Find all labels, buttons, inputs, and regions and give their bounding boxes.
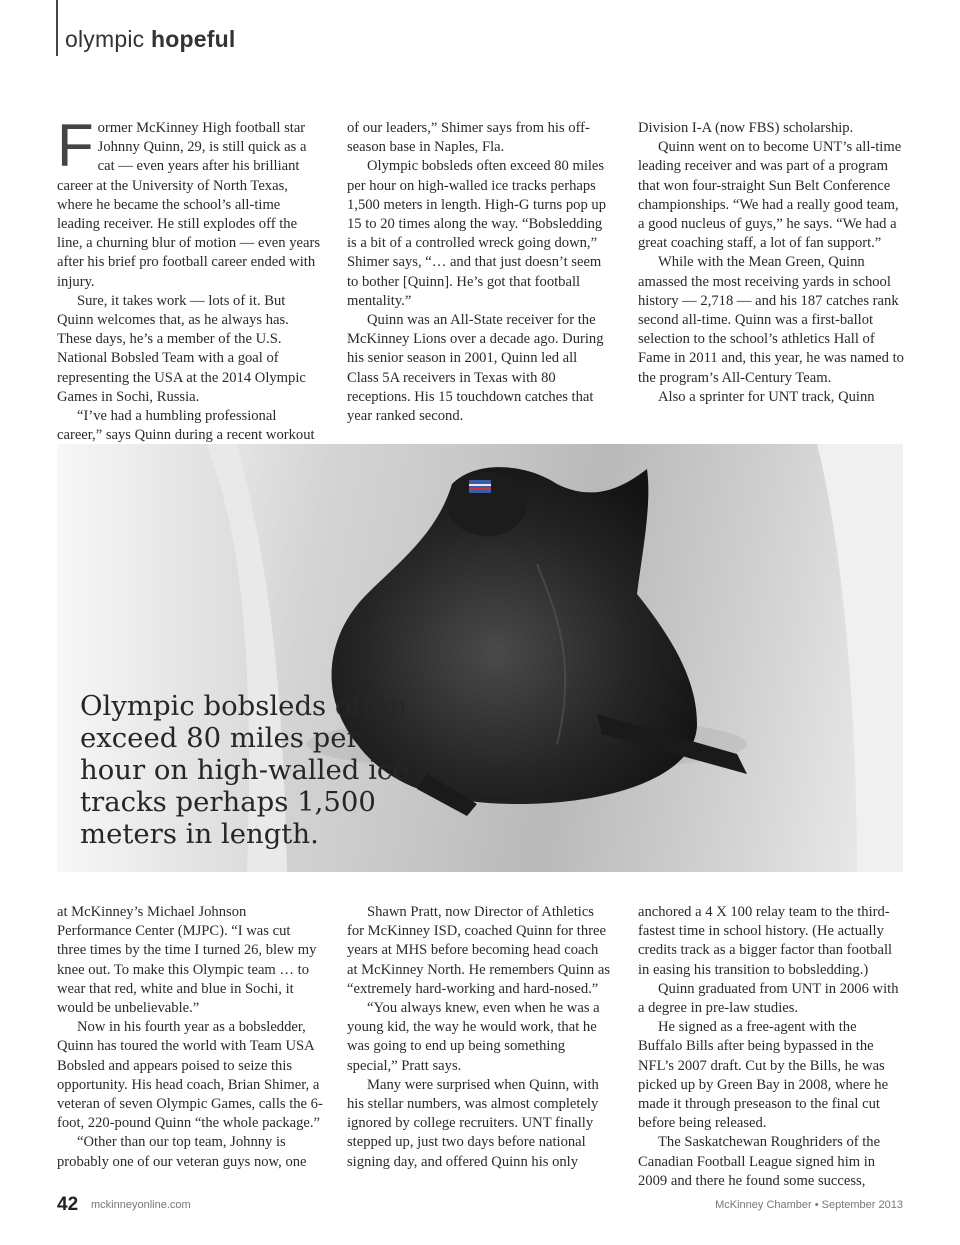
article-paragraph: Quinn was an All-State receiver for the McKinney Lions over a decade ago. During his senior season in 2001, Quinn led all Class 5A receivers in Texas with 80 receptions. His 15 touchdown catches that year ranked second.: [347, 312, 604, 425]
section-label: [65, 26, 235, 53]
footer-website: mckinneyonline.com: [91, 1199, 191, 1211]
article-column-top-1: [57, 112, 323, 445]
article-paragraph: Now in his fourth year as a bobsledder, Quinn has toured the world with Team USA Bobsled and appears poised to seize this opportunity. His head coach, Brian Shimer, a veteran of seven Olympic Games, calls the 6-foot, 220-pound Quinn “the whole package.”: [57, 1019, 323, 1132]
article-paragraph: He signed as a free-agent with the Buffalo Bills after being bypassed in the NFL’s 2007 draft. Cut by the Bills, he was picked up by Green Bay in 2008, where he made it through preseason to the final cut before being released.: [638, 1019, 889, 1132]
article-text: ormer McKinney High football star Johnny Quinn, 29, is still quick as a cat — even years after his brilliant career at the University of North Texas, where he became the school’s all-time leading receiver. He still explodes off the line, a churning blur of motion — even years after his brief pro football career ended with injury.: [57, 120, 321, 290]
article-paragraph: Sure, it takes work — lots of it. But Quinn welcomes that, as he always has. These days, he’s a member of the U.S. National Bobsled Team with a goal of representing the USA at the 2014 Olympic Games in Sochi, Russia.: [57, 292, 306, 405]
article-paragraph: Many were surprised when Quinn, with his stellar numbers, was almost completely ignored by college recruiters. UNT finally stepped up, just two days before national signing day, and offered Quinn his only: [347, 1076, 599, 1170]
article-column-bottom-1: [57, 903, 323, 1172]
section-label-light: olympic: [65, 26, 145, 52]
page-number: 42: [57, 1194, 79, 1215]
article-paragraph: “I’ve had a humbling professional career,” says Quinn during a recent workout: [57, 408, 315, 444]
drop-cap: F: [57, 112, 94, 179]
article-paragraph: of our leaders,” Shimer says from his off-season base in Naples, Fla.: [347, 120, 590, 156]
section-label-bold: hopeful: [150, 26, 236, 52]
ice-wall-right: [817, 444, 903, 872]
article-column-top-2: [347, 119, 611, 426]
article-column-bottom-3: [638, 903, 904, 1191]
article-column-bottom-2: [347, 903, 611, 1172]
us-flag-icon: [469, 480, 491, 493]
article-paragraph: Quinn went on to become UNT’s all-time leading receiver and was part of a program that won four-straight Sun Belt Conference championships. “We had a really good team, a good nucleus of guys,” he says. “We had a great coaching staff, a lot of fan support.”: [638, 139, 902, 252]
article-paragraph: anchored a 4 X 100 relay team to the third-fastest time in school history. (He actually credits track as a bigger factor than football in easing his transition to bobsledding.): [638, 904, 893, 978]
article-paragraph: Olympic bobsleds often exceed 80 miles per hour on high-walled ice tracks perhaps 1,500 meters in length. High-G turns pop up 15 to 20 times along the way. “Bobsledding is a bit of a controlled wreck going down,” Shimer says, “… and that just doesn’t seem to bother [Quinn]. He’s got that football mentality.”: [347, 158, 607, 309]
article-paragraph: The Saskatchewan Roughriders of the Canadian Football League signed him in 2009 and there he found some success,: [638, 1134, 881, 1189]
article-paragraph: “You always knew, even when he was a young kid, the way he would work, that he was going to end up being something special,” Pratt says.: [347, 1000, 600, 1074]
article-paragraph: While with the Mean Green, Quinn amassed the most receiving yards in school history — 2,718 — and his 187 catches rank second all-time. Quinn was a first-ballot selection to the school’s athletics Hall of Fame in 2011 and, this year, he was named to the program’s All-Century Team.: [638, 254, 904, 386]
article-paragraph: at McKinney’s Michael Johnson Performance Center (MJPC). “I was cut three times by the time I turned 26, blew my knee out. To make this Olympic team … to wear that red, white and blue in Sochi, it would be unbelievable.”: [57, 904, 317, 1017]
article-paragraph: Division I-A (now FBS) scholarship.: [638, 120, 854, 136]
flag-stripe: [469, 488, 491, 490]
flag-stripe: [469, 484, 491, 486]
article-column-top-3: [638, 119, 904, 407]
article-paragraph: Quinn graduated from UNT in 2006 with a degree in pre-law studies.: [638, 980, 899, 1017]
pull-quote: Olympic bobsleds often exceed 80 miles per hour on high-walled ice tracks perhaps 1,500 meters in length.: [80, 690, 409, 850]
article-paragraph: [57, 112, 323, 292]
article-paragraph: Also a sprinter for UNT track, Quinn: [658, 388, 875, 405]
article-paragraph: “Other than our top team, Johnny is probably one of our veteran guys now, one: [57, 1134, 307, 1170]
section-rule: [56, 0, 58, 56]
article-paragraph: Shawn Pratt, now Director of Athletics for McKinney ISD, coached Quinn for three years at MHS before becoming head coach at McKinney North. He remembers Quinn as “extremely hard-working and hard-nosed.”: [347, 904, 611, 997]
footer-publication: McKinney Chamber • September 2013: [715, 1199, 903, 1211]
